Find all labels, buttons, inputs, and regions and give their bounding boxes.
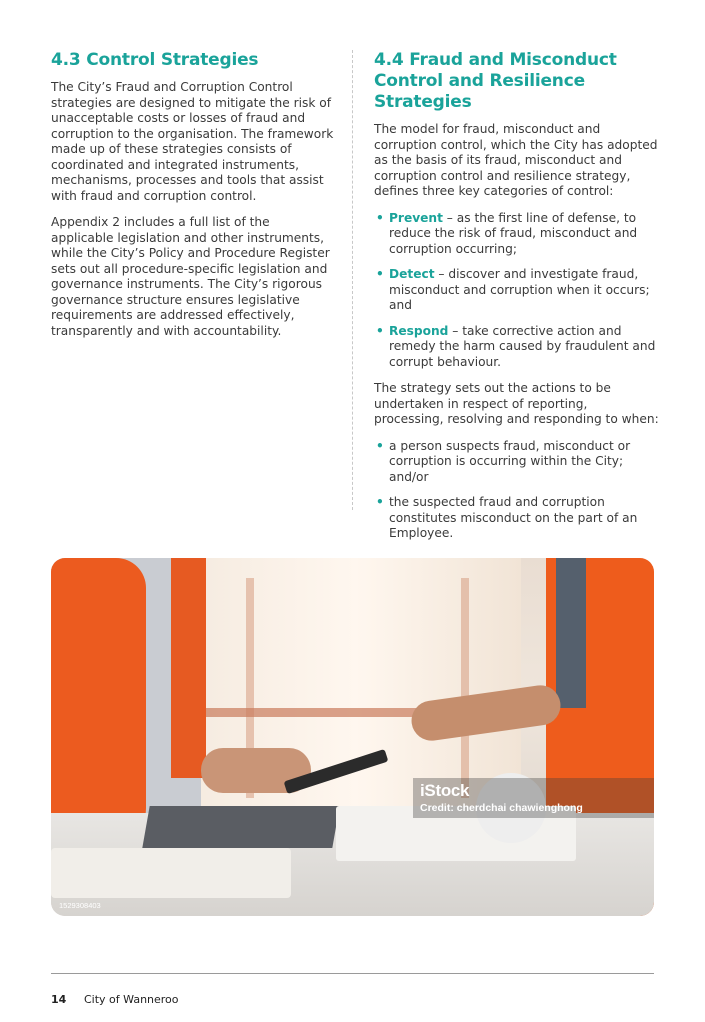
bullet-icon: • [376,323,384,338]
left-column [51,50,336,350]
bullet-icon: • [376,495,384,509]
control-term: Respond [389,323,449,338]
controls-list [374,211,659,371]
istock-watermark: iStock [420,781,470,800]
control-term: Detect [389,267,435,281]
list-item [374,439,659,486]
conditions-list [374,439,659,542]
photo-notebook [51,848,291,898]
paragraph: The strategy sets out the actions to be undertaken in respect of reporting, processing, resolving and responding to when: [374,381,659,426]
footer-rule [51,973,654,974]
photo-credit: Credit: cherdchai chawienghong [420,802,583,814]
condition-text: the suspected fraud and corruption constitutes misconduct on the part of an Employee. [389,495,638,540]
organisation-name: City of Wanneroo [84,993,179,1006]
control-text: – as the first line of defense, to reduce the risk of fraud, misconduct and corruption occurring; [389,210,638,256]
paragraph: The City’s Fraud and Corruption Control strategies are designed to mitigate the risk of unacceptable costs or losses of fraud and corruption to the organisation. The framework made up of these strategies consists of coordinated and integrated instruments, mechanisms, processes and tools that assist with fraud and corruption control. [51,80,334,203]
worker-right-shirt [556,558,586,708]
stock-id: 1529308403 [59,901,101,910]
control-text: – take corrective action and remedy the harm caused by fraudulent and corrupt behaviour. [389,323,656,369]
list-item [374,324,659,371]
list-item [374,211,659,258]
condition-text: a person suspects fraud, misconduct or corruption is occurring within the City; and/or [389,438,631,484]
section-heading-fraud-misconduct: 4.4 Fraud and Misconduct Control and Resilience Strategies [374,50,617,112]
workers-photo [51,558,654,916]
control-text: – discover and investigate fraud, misconduct and corruption when it occurs; and [389,267,650,312]
paragraph: The model for fraud, misconduct and corruption control, which the City has adopted as the basis of its fraud, misconduct and corruption control and resilience strategy, defines three key categories of control: [374,122,658,198]
safety-vest-left-strap [171,558,206,778]
list-item [374,267,659,314]
list-item [374,495,659,542]
photo-post [461,578,469,798]
control-term: Prevent [389,210,443,225]
safety-vest-left [51,558,146,848]
page-number: 14 [51,993,67,1006]
right-column [374,50,659,553]
paragraph: Appendix 2 includes a full list of the applicable legislation and other instruments, while the City’s Policy and Procedure Register sets out all procedure-specific legislation and governance instruments. The City’s rigorous governance structure ensures legislative requirements are addressed effectively, transparently and with accountability. [51,215,330,338]
bullet-icon: • [376,267,384,281]
bullet-icon: • [376,210,384,225]
column-divider [352,50,353,510]
section-heading-control-strategies: 4.3 Control Strategies [51,50,259,70]
photo-laptop [142,806,339,848]
bullet-icon: • [376,438,384,453]
